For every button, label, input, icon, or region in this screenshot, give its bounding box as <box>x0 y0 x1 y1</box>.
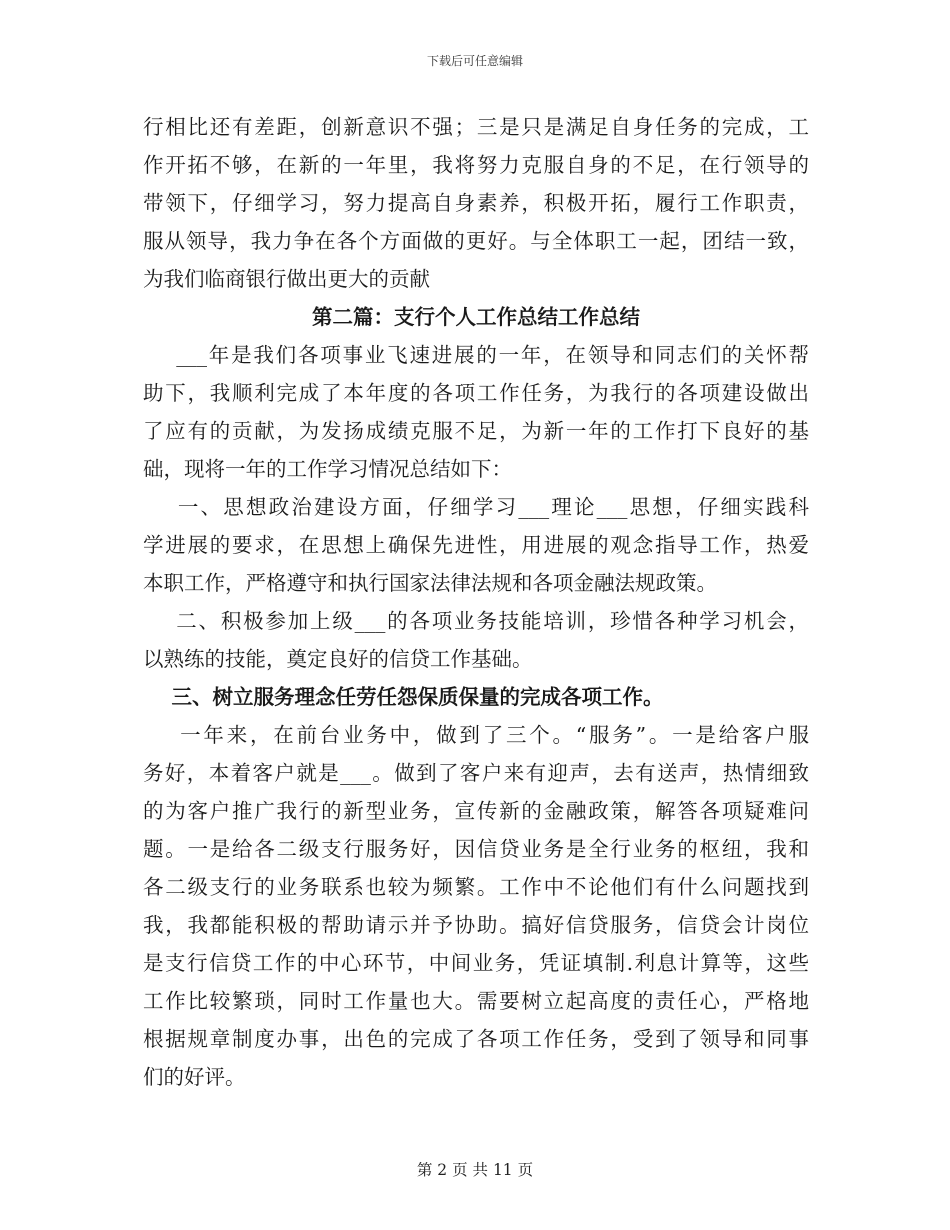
section-heading: 第二篇：支行个人工作总结工作总结 <box>312 305 640 329</box>
body-line: 带领下，仔细学习，努力提高自身素养，积极开拓，履行工作职责， <box>143 191 809 215</box>
page-header-note: 下载后可任意编辑 <box>426 54 523 68</box>
body-line: ___年是我们各项事业飞速进展的一年，在领导和同志们的关怀帮 <box>143 343 809 367</box>
body-line: 学进展的要求，在思想上确保先进性，用进展的观念指导工作，热爱 <box>143 533 809 557</box>
body-line: 各二级支行的业务联系也较为频繁。工作中不论他们有什么问题找到 <box>143 875 809 899</box>
body-line: 一、思想政治建设方面，仔细学习___理论___思想，仔细实践科 <box>143 495 809 519</box>
body-line: 助下，我顺利完成了本年度的各项工作任务，为我行的各项建设做出 <box>143 381 809 405</box>
body-line: 了应有的贡献，为发扬成绩克服不足，为新一年的工作打下良好的基 <box>143 419 809 443</box>
subsection-heading: 三、树立服务理念任劳任怨保质保量的完成各项工作。 <box>143 685 664 709</box>
document-body <box>143 108 809 1096</box>
body-line: 一年来，在前台业务中，做到了三个。“服务”。一是给客户服 <box>143 723 809 747</box>
body-line: 是支行信贷工作的中心环节，中间业务，凭证填制.利息计算等，这些 <box>143 951 809 975</box>
body-line: 行相比还有差距，创新意识不强；三是只是满足自身任务的完成，工 <box>143 115 809 139</box>
body-line: 工作比较繁琐，同时工作量也大。需要树立起高度的责任心，严格地 <box>143 989 809 1013</box>
body-line: 题。一是给各二级支行服务好，因信贷业务是全行业务的枢纽，我和 <box>143 837 809 861</box>
body-line: 的为客户推广我行的新型业务，宣传新的金融政策，解答各项疑难问 <box>143 799 809 823</box>
body-line: 我，我都能积极的帮助请示并予协助。搞好信贷服务，信贷会计岗位 <box>143 913 809 937</box>
body-line: 们的好评。 <box>143 1065 246 1089</box>
body-line: 务好，本着客户就是___。做到了客户来有迎声，去有送声，热情细致 <box>143 761 809 785</box>
body-line: 本职工作，严格遵守和执行国家法律法规和各项金融法规政策。 <box>143 571 717 595</box>
body-line: 以熟练的技能，奠定良好的信贷工作基础。 <box>143 647 533 671</box>
body-line: 根据规章制度办事，出色的完成了各项工作任务，受到了领导和同事 <box>143 1027 809 1051</box>
body-line: 础，现将一年的工作学习情况总结如下： <box>143 457 512 481</box>
body-line: 服从领导，我力争在各个方面做的更好。与全体职工一起，团结一致， <box>143 229 809 253</box>
page-number-footer: 第 2 页 共 11 页 <box>416 1161 534 1179</box>
body-line: 二、积极参加上级___的各项业务技能培训，珍惜各种学习机会， <box>143 609 809 633</box>
body-line: 作开拓不够，在新的一年里，我将努力克服自身的不足，在行领导的 <box>143 153 809 177</box>
body-line: 为我们临商银行做出更大的贡献 <box>143 267 430 291</box>
